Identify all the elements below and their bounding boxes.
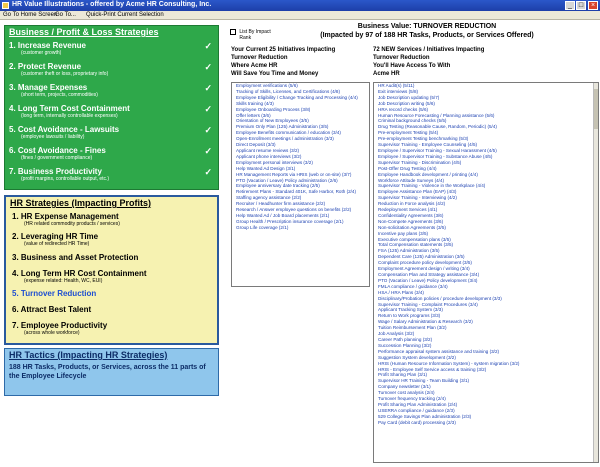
strategy-item[interactable]: 2. Protect Revenue (customer theft or loss, proprietary info) ✓ <box>9 62 212 77</box>
list-item[interactable]: Non-solicitation Agreements (3/5) <box>378 224 446 230</box>
hr-tactics-description: 188 HR Tasks, Products, or Services, across the 11 parts of the Employee Lifecycle <box>9 364 206 380</box>
list-item[interactable]: Non-Compete Agreements (3/6) <box>378 218 444 224</box>
list-item[interactable]: Employee Eligibility / Change Tracking and Processing (4/4) <box>236 94 358 100</box>
list-item[interactable]: HR Audit(s) (5/11) <box>378 83 415 88</box>
list-item[interactable]: Redeployment Services (4/1) <box>378 207 438 213</box>
list-item[interactable]: Skills training (4/3) <box>236 100 274 106</box>
list-item[interactable]: Group Life coverage (2/1) <box>236 224 289 230</box>
list-item[interactable]: Direct Deposit (3/3) <box>236 142 276 148</box>
list-item[interactable]: Dependent Care (125) Administration (3/5) <box>378 254 465 260</box>
list-by-impact-rank[interactable] <box>230 29 271 41</box>
list-item[interactable]: Exit interviews (5/8) <box>378 88 419 94</box>
new-services-heading: 72 NEW Services / Initiatives Impacting Turnover Reduction You'll Have Access To With Acme HR <box>373 47 485 77</box>
list-item[interactable]: Turnover cost analysis (2/4) <box>378 390 435 396</box>
list-item[interactable]: HSA / HRA Plans (3/4) <box>378 289 424 295</box>
hr-strategy-item[interactable]: 7. Employee Productivity (across whole workforce) <box>12 321 108 336</box>
list-item[interactable]: Employee Benefits communication / education (3/4) <box>236 130 341 136</box>
list-by-checkbox[interactable] <box>230 29 236 35</box>
list-item[interactable]: Criminal background checks (5/5) <box>378 118 447 124</box>
list-item[interactable]: Incentive pay plans (3/5) <box>378 230 429 236</box>
hr-strategy-item[interactable]: 1. HR Expense Management (HR related commodity products / services) <box>12 212 120 227</box>
strategy-item[interactable]: 6. Cost Avoidance - Fines (fines / government compliance) ✓ <box>9 146 212 161</box>
list-item[interactable]: Supervisor Training - Violence in the Workplace (4/4) <box>378 183 486 189</box>
list-item[interactable]: Group Health / Prescription insurance coverage (2/1) <box>236 218 344 224</box>
new-services-list[interactable] <box>373 82 599 463</box>
list-by-label: List By Impact Rank <box>239 29 271 41</box>
list-item[interactable]: Applicant phone interviews (3/2) <box>236 153 302 159</box>
list-item[interactable]: Career Path planning (3/2) <box>378 336 433 342</box>
list-item[interactable]: Job Description writing (5/6) <box>378 100 435 106</box>
list-item[interactable]: Supervisor Training - Interviewing (4/2) <box>378 195 457 201</box>
list-item[interactable]: Performance appraisal system assistance and training (3/2) <box>378 348 500 354</box>
list-item[interactable]: HRA record checks (5/6) <box>378 106 429 112</box>
strategy-item[interactable]: 1. Increase Revenue (customer growth) ✓ <box>9 41 212 56</box>
list-item[interactable]: Suggestion System development (3/2) <box>378 354 456 360</box>
list-item[interactable]: Employee anniversary date tracking (2/5) <box>236 183 320 189</box>
list-item[interactable]: Premium Only Plan (125) Administration (3/5) <box>236 124 329 130</box>
current-initiatives-list[interactable] <box>231 82 370 287</box>
list-item[interactable]: Retirement Plans - Standard 401K, Safe Harbor, Roth (2/4) <box>236 189 357 195</box>
list-item[interactable]: Employee / Supervisor Training - Sexual Harassment (4/5) <box>378 147 497 153</box>
list-item[interactable]: Supervisor Training - Employee Counseling (4/5) <box>378 142 478 148</box>
list-item[interactable]: USERRA compliance / guidance (2/3) <box>378 407 455 413</box>
list-item[interactable]: HRIS - Employee Self Service access & training (3/2) <box>378 366 487 372</box>
menu-quick-print[interactable]: Quick-Print Current Selection <box>86 12 164 18</box>
strategy-item[interactable]: 4. Long Term Cost Containment (long term, internally controllable expenses) ✓ <box>9 104 212 119</box>
list-item[interactable]: Compensation Plan and Strategy assistance (3/4) <box>378 272 480 277</box>
list-item[interactable]: Disciplinary/Probation policies / procedure development (3/3) <box>378 295 502 301</box>
list-item[interactable]: Total Compensation statements (3/5) <box>378 242 454 248</box>
list-item[interactable]: Succession Planning (3/2) <box>378 342 432 348</box>
list-item[interactable]: Reduction in Force analysis (4/2) <box>378 201 446 207</box>
list-item[interactable]: Orientation of New Employees (3/5) <box>236 118 309 124</box>
business-value-title: Business Value: TURNOVER REDUCTION (Impacted by 97 of 188 HR Tasks, Products, or Services Offered) <box>320 23 534 39</box>
list-item[interactable]: Applicant Tracking System (3/3) <box>378 307 443 313</box>
scrollbar-thumb[interactable] <box>594 89 598 129</box>
check-icon: ✓ <box>204 104 212 114</box>
list-item[interactable]: Executive compensation plans (3/5) <box>378 236 451 242</box>
list-item[interactable]: HRIS (Human Resource Information System) - system migration (3/2) <box>378 360 520 366</box>
check-icon: ✓ <box>204 167 212 177</box>
list-item[interactable]: Supervisor HR Training - Team Building (3/1) <box>378 378 470 384</box>
list-item[interactable]: Complaint procedure policy development (3/5) <box>378 260 472 266</box>
list-item[interactable]: Employment personal interviews (3/2) <box>236 159 313 165</box>
title-bar <box>0 0 600 11</box>
hr-tactics-panel[interactable] <box>4 348 219 396</box>
list-item[interactable]: PTO (Vacation / Leave) Policy administration (2/6) <box>236 177 338 183</box>
list-item[interactable]: Job Description updating (5/7) <box>378 94 440 100</box>
list-item[interactable]: Help Wanted Ad / Job Board placements (2/1) <box>236 212 330 218</box>
profit-loss-heading: Business / Profit & Loss Strategies <box>9 27 159 37</box>
hr-strategy-item[interactable]: 6. Attract Best Talent <box>12 305 92 314</box>
list-item[interactable]: Help Wanted Ad Design (3/1) <box>236 165 296 171</box>
list-item[interactable]: Human Resource Forecasting / Planning assistance (5/6) <box>378 112 495 118</box>
app-icon <box>2 2 9 9</box>
list-item[interactable]: Return to Work programs (3/3) <box>378 313 441 319</box>
hr-strategy-item[interactable]: 2. Leveraging HR Time (value of redirected HR Time) <box>12 232 99 247</box>
list-item[interactable]: Recruiter / Headhunter firm assistance (2/2) <box>236 201 326 207</box>
check-icon: ✓ <box>204 62 212 72</box>
list-item[interactable]: Open-Enrollment meetings / administration (3/3) <box>236 136 334 142</box>
list-item[interactable]: 529 College Savings Plan administration (2/3) <box>378 413 472 419</box>
list-item[interactable]: Tracking of Skills, Licenses, and Certifications (4/8) <box>236 88 340 94</box>
check-icon: ✓ <box>204 125 212 135</box>
list-item[interactable]: Employment verifications (5/6) <box>236 83 298 88</box>
list-item[interactable]: Profit Sharing Plan (3/1) <box>378 372 428 378</box>
list-item[interactable]: Employment Agreement design / writing (3/4) <box>378 266 470 272</box>
list-item[interactable]: FMLA compliance / guidance (3/4) <box>378 283 448 289</box>
hr-strategy-item[interactable]: 3. Business and Asset Protection <box>12 253 139 262</box>
list-item[interactable]: Profit Sharing Plan Administration (2/4) <box>378 401 458 407</box>
list-item[interactable]: Tuition Reimbursement Plan (3/2) <box>378 325 447 331</box>
minimize-button[interactable]: _ <box>565 1 575 10</box>
hr-strategy-item-selected[interactable]: 5. Turnover Reduction <box>12 289 97 298</box>
list-item[interactable]: FSA (125) Administration (3/5) <box>378 248 440 254</box>
list-item[interactable]: Employee Assistance Plan (EAP) (4/3) <box>378 189 457 195</box>
hr-strategy-item[interactable]: 4. Long Term HR Cost Containment (expense related: Health, WC, EUI) <box>12 269 147 284</box>
main-panel <box>227 20 600 467</box>
list-scrollbar[interactable] <box>593 83 598 462</box>
check-icon: ✓ <box>204 146 212 156</box>
current-initiatives-heading: Your Current 25 Initiatives Impacting Turnover Reduction Where Acme HR Will Save You Time and Money <box>231 47 336 77</box>
hr-strategies-panel <box>4 195 219 345</box>
check-icon: ✓ <box>204 83 212 93</box>
list-item[interactable]: Employee Handbook development / printing (4/4) <box>378 171 478 177</box>
strategy-item[interactable]: 5. Cost Avoidance - Lawsuits (employee lawsuits / liability) ✓ <box>9 125 212 140</box>
close-button[interactable]: × <box>588 1 598 10</box>
list-item[interactable]: Staffing agency assistance (2/2) <box>236 195 302 201</box>
list-item[interactable]: Employee / Supervisor Training - Substance Abuse (4/5) <box>378 153 493 159</box>
list-item[interactable]: Applicant resume reviews (3/2) <box>236 147 300 153</box>
list-item[interactable]: PTO (Vacation / Leave) Policy development (3/4) <box>378 277 478 283</box>
maximize-button[interactable]: □ <box>576 1 586 10</box>
list-item[interactable]: Drug Testing (Reasonable Cause, Random, Periodic) (5/4) <box>378 124 497 130</box>
strategy-item[interactable]: 7. Business Productivity (profit margins, controllable output, etc.) ✓ <box>9 167 212 182</box>
list-item[interactable]: Pre-employment Testing (5/4) <box>378 130 439 136</box>
list-item[interactable]: Pay Card (debit card) processing (2/3) <box>378 419 456 425</box>
list-item[interactable]: Confidentiality Agreements (3/6) <box>378 212 444 218</box>
list-item[interactable]: HR Management Reports via HRIS (web or on-site) (3/7) <box>236 171 352 177</box>
hr-strategies-heading: HR Strategies (Impacting Profits) <box>10 198 152 208</box>
window-title: HR Value Illustrations - offered by Acme HR Consulting, Inc. <box>12 1 212 8</box>
check-icon: ✓ <box>204 41 212 51</box>
menu-go-to-home-screen[interactable]: Go To Home Screen <box>3 12 58 18</box>
list-item[interactable]: Company newsletter (3/1) <box>378 384 431 390</box>
list-item[interactable]: Job Analysis (3/2) <box>378 331 415 337</box>
sidebar <box>0 20 227 467</box>
list-item[interactable]: Employee Onboarding Process (3/8) <box>236 106 311 112</box>
list-item[interactable]: Wage / Salary Administration & Research (3/2) <box>378 319 473 325</box>
list-item[interactable]: Supervisor Training - Discrimination (4/5) <box>378 159 462 165</box>
list-item[interactable]: Post-Offer Drug Testing (4/4) <box>378 165 437 171</box>
list-item[interactable]: Workforce Attitude Surveys (4/4) <box>378 177 445 183</box>
hr-tactics-heading: HR Tactics (Impacting HR Strategies) <box>9 350 168 360</box>
list-item[interactable]: Offer letters (3/6) <box>236 112 271 118</box>
list-item[interactable]: Research / Answer employee questions on benefits (2/2) <box>236 207 352 213</box>
menu-go-to[interactable]: Go To... <box>55 12 76 18</box>
list-item[interactable]: Turnover frequency tracking (2/4) <box>378 396 446 402</box>
strategy-item[interactable]: 3. Manage Expenses (short term, projects, commodities) ✓ <box>9 83 212 98</box>
list-item[interactable]: Pre-employment Testing benchmarking (5/3) <box>378 136 469 142</box>
menu-bar <box>0 11 600 20</box>
profit-loss-strategies-panel <box>4 25 219 190</box>
list-item[interactable]: Supervisor Training - Complaint Procedures (3/4) <box>378 301 478 307</box>
